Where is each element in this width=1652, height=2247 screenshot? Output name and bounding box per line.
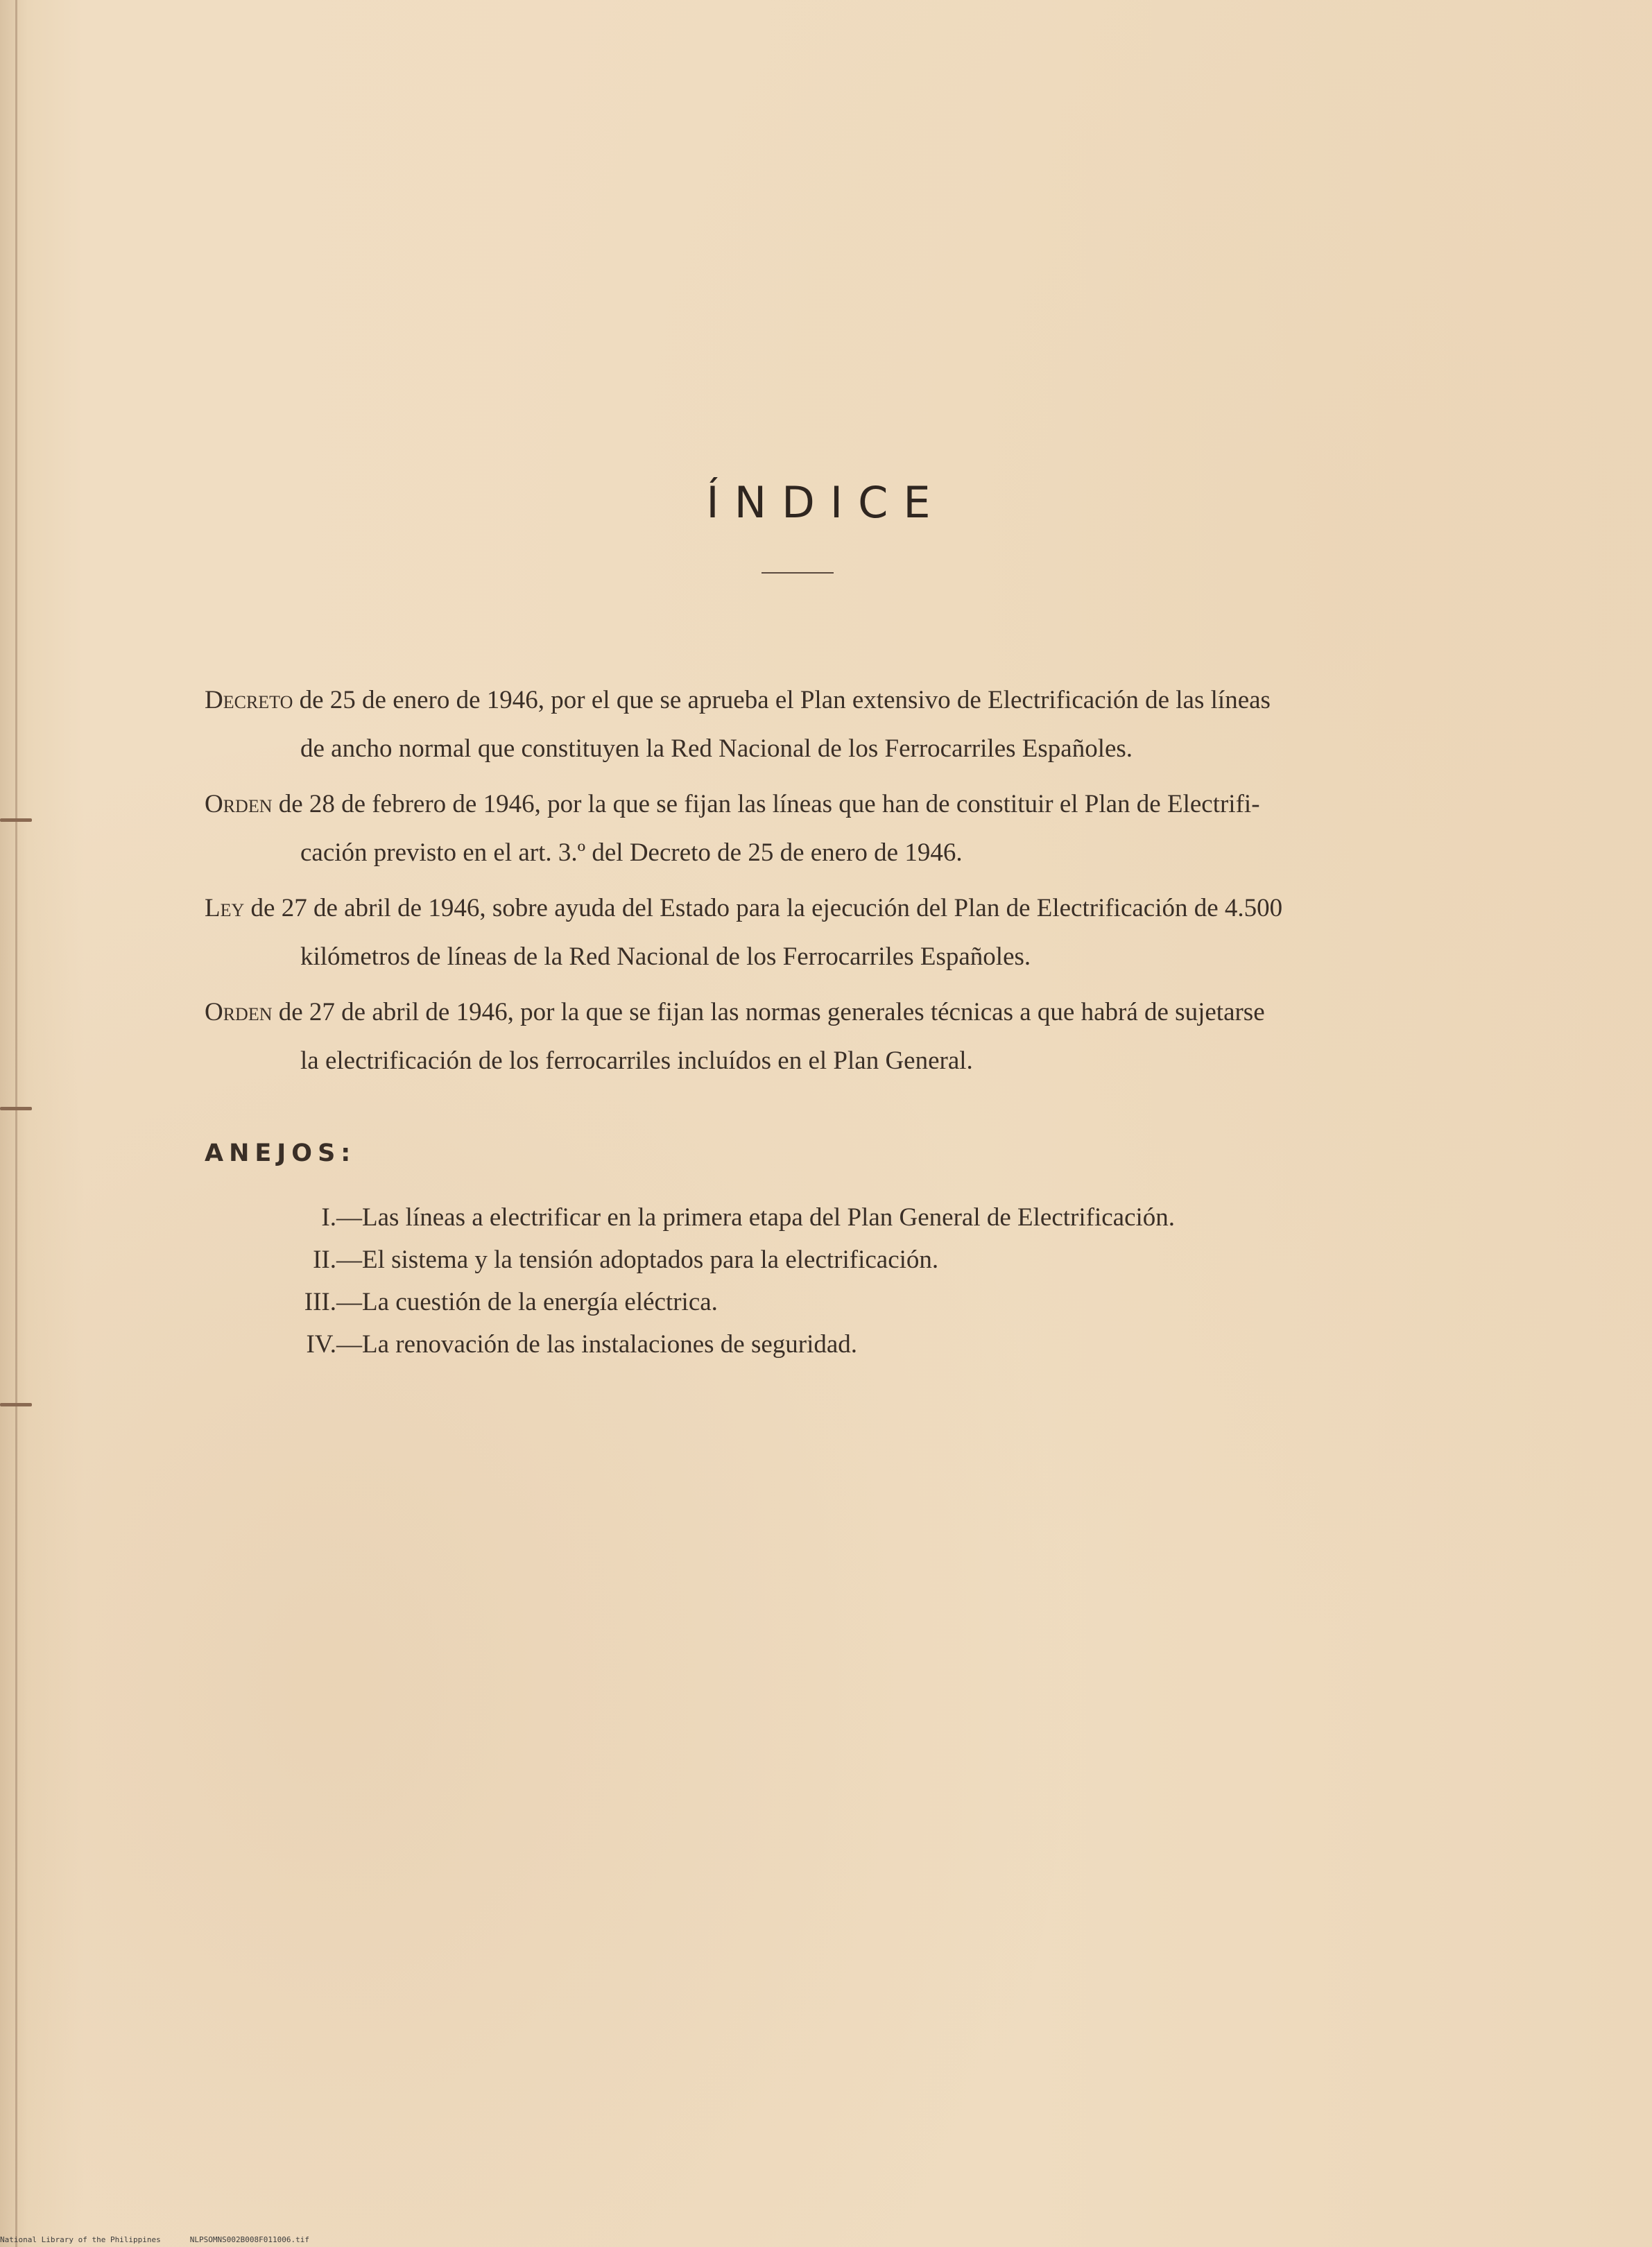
entry-lead: Orden	[205, 998, 273, 1026]
annex-item	[264, 1281, 1373, 1323]
annex-number: II.	[313, 1246, 336, 1274]
footer-filename: NLPSOMNS002B008F011006.tif	[189, 2235, 309, 2244]
annexes-heading: ANEJOS:	[205, 1139, 356, 1167]
index-entry	[205, 780, 1391, 877]
entry-line2: de ancho normal que constituyen la Red Nacional de los Ferrocarriles Españoles.	[300, 734, 1133, 763]
annex-text: —La renovación de las instalaciones de seguridad.	[336, 1330, 858, 1359]
staple	[0, 818, 32, 822]
entry-line2: la electrificación de los ferrocarriles incluídos en el Plan General.	[300, 1047, 973, 1075]
entry-line1: de 25 de enero de 1946, por el que se aprueba el Plan extensivo de Electrificación de las líneas	[293, 686, 1271, 714]
entry-line2: kilómetros de líneas de la Red Nacional de los Ferrocarriles Españoles.	[300, 942, 1031, 971]
annex-text: —La cuestión de la energía eléctrica.	[336, 1288, 718, 1316]
annex-item	[264, 1196, 1373, 1239]
annexes-list	[264, 1196, 1373, 1366]
entry-line1: de 27 de abril de 1946, sobre ayuda del Estado para la ejecución del Plan de Electrificación de 4.500	[244, 894, 1283, 922]
annex-number: III.	[304, 1288, 336, 1316]
annex-item	[264, 1239, 1373, 1281]
index-entry	[205, 676, 1391, 773]
scan-footer	[0, 2235, 309, 2244]
page-title: ÍNDICE	[706, 477, 946, 528]
annex-number: I.	[321, 1203, 336, 1232]
entry-line1: de 27 de abril de 1946, por la que se fijan las normas generales técnicas a que habrá de sujetarse	[272, 998, 1265, 1026]
entry-lead: Decreto	[205, 686, 293, 714]
binding-edge	[15, 0, 17, 2247]
footer-library: National Library of the Philippines	[0, 2235, 161, 2244]
annex-number: IV.	[306, 1330, 336, 1359]
staple	[0, 1107, 32, 1110]
index-entry	[205, 988, 1391, 1085]
title-divider	[762, 572, 834, 574]
annex-text: —Las líneas a electrificar en la primera etapa del Plan General de Electrificación.	[336, 1203, 1176, 1232]
staple	[0, 1403, 32, 1406]
entry-lead: Orden	[205, 790, 273, 818]
entry-line2: cación previsto en el art. 3.º del Decreto de 25 de enero de 1946.	[300, 838, 963, 867]
index-entry	[205, 884, 1391, 981]
entry-lead: Ley	[205, 894, 245, 922]
entry-line1: de 28 de febrero de 1946, por la que se fijan las líneas que han de constituir el Plan de Electrifi-	[272, 790, 1260, 818]
annex-item	[264, 1323, 1373, 1366]
annex-text: —El sistema y la tensión adoptados para la electrificación.	[336, 1246, 939, 1274]
